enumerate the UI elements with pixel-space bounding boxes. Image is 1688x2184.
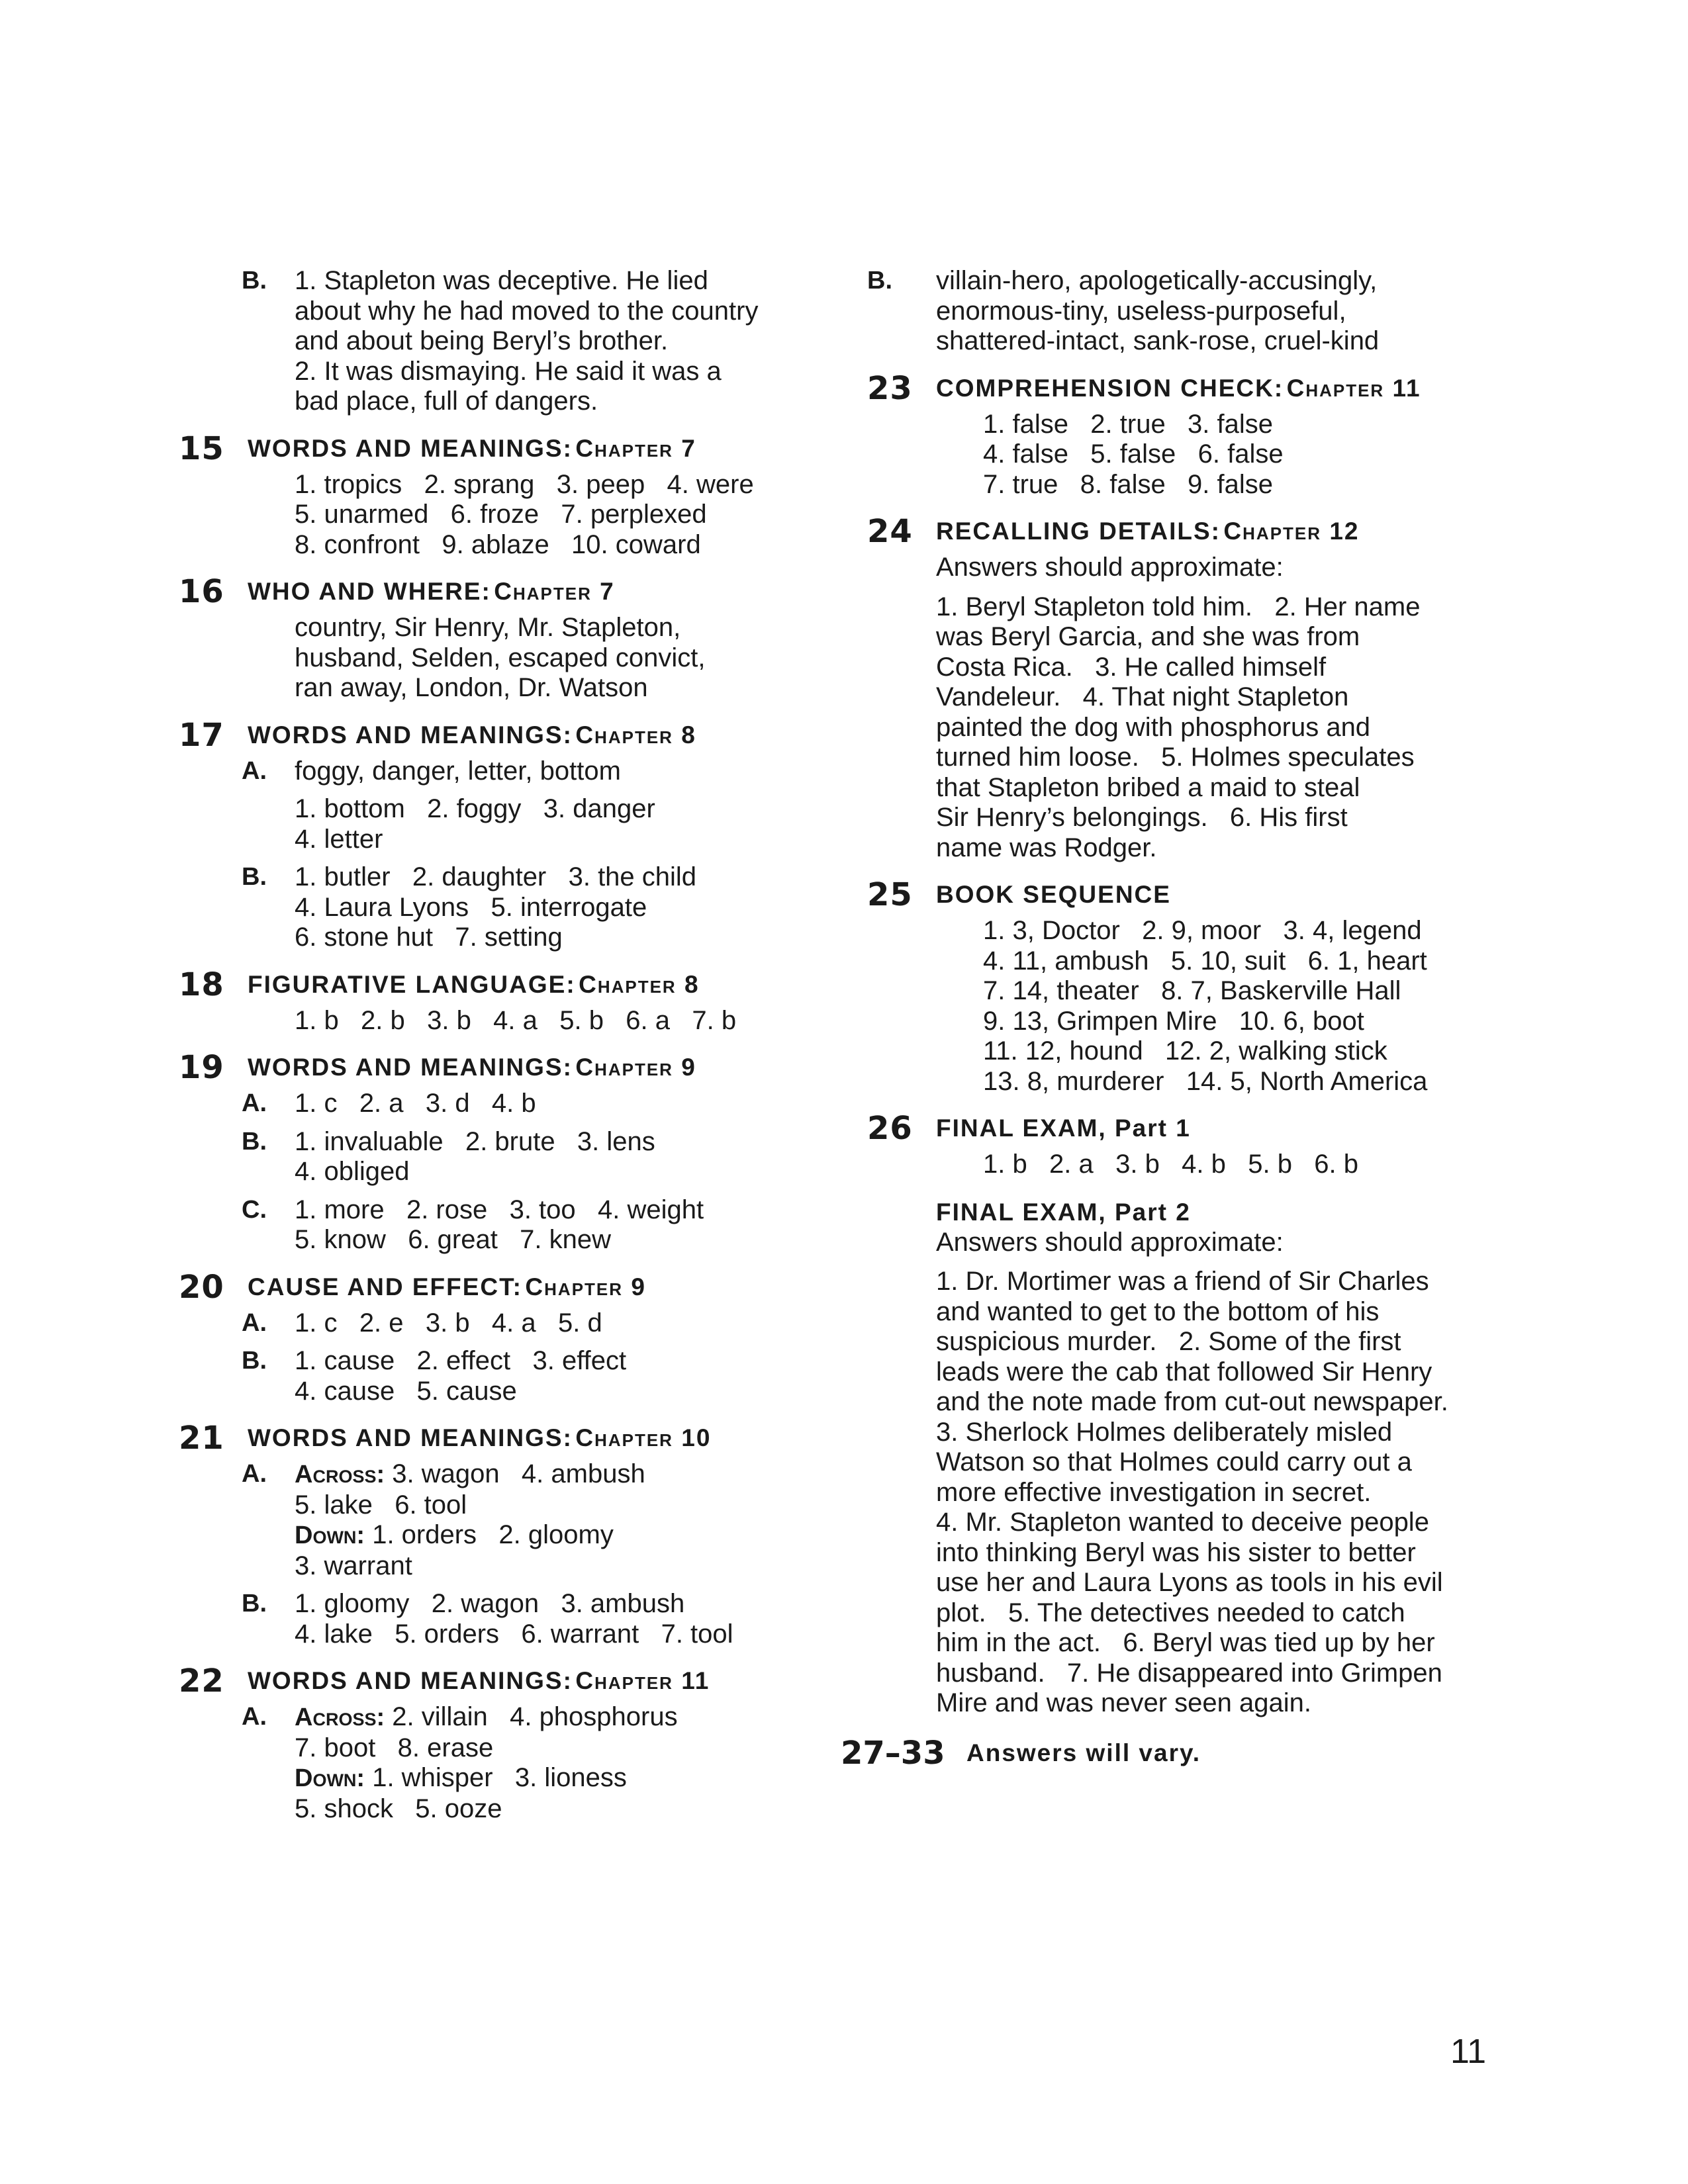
section-title: FIGURATIVE LANGUAGE: — [248, 970, 576, 998]
section-19-heading — [179, 1050, 814, 1085]
section-chapter: Chapter 8 — [575, 721, 696, 749]
answer-line: 4. lake 5. orders 6. warrant 7. tool — [295, 1619, 733, 1649]
section-number: 15 — [179, 430, 224, 467]
part-label: A. — [242, 1703, 267, 1731]
section-number: 26 — [867, 1110, 913, 1147]
section-chapter: Chapter 7 — [494, 578, 615, 605]
answer-line: Watson so that Holmes could carry out a — [936, 1447, 1412, 1477]
section-19-part-a — [179, 1089, 814, 1119]
section-20-part-b — [179, 1346, 814, 1406]
answer-line: enormous-tiny, useless-purposeful, — [936, 296, 1346, 326]
section-chapter: Chapter 11 — [575, 1667, 710, 1694]
part-label: A. — [242, 756, 267, 785]
answer-line: 11. 12, hound 12. 2, walking stick — [983, 1036, 1387, 1066]
down-answers: 1. orders 2. gloomy — [365, 1520, 614, 1549]
answer-line: 6. stone hut 7. setting — [295, 923, 563, 952]
answer-line: 4. letter — [295, 824, 383, 854]
answer-line: 5. lake 6. tool — [295, 1490, 467, 1520]
answer-line: 1. gloomy 2. wagon 3. ambush — [295, 1589, 685, 1618]
answer-line: 4. obliged — [295, 1157, 410, 1186]
answer-line: 1. butler 2. daughter 3. the child — [295, 862, 697, 891]
across-answers: 2. villain 4. phosphorus — [385, 1702, 678, 1731]
section-chapter: Chapter 10 — [575, 1424, 712, 1451]
answer-line: 1. more 2. rose 3. too 4. weight — [295, 1195, 704, 1224]
section-21-part-b — [179, 1589, 814, 1649]
section-chapter: Chapter 11 — [1286, 374, 1421, 402]
page-number: 11 — [1450, 2032, 1486, 2071]
answer-line: 8. confront 9. ablaze 10. coward — [295, 529, 701, 559]
answer-line: Mire and was never seen again. — [936, 1688, 1311, 1717]
section-25-heading — [867, 878, 1516, 912]
section-21-part-a — [179, 1459, 814, 1581]
section-number: 17 — [179, 716, 224, 754]
answer-line: 1. invaluable 2. brute 3. lens — [295, 1126, 655, 1156]
answer-line: 7. true 8. false 9. false — [983, 469, 1274, 499]
answer-line: 3. Sherlock Holmes deliberately misled — [936, 1417, 1393, 1447]
answer-line: 5. unarmed 6. froze 7. perplexed — [295, 500, 707, 529]
section-20-part-a — [179, 1308, 814, 1339]
answer-line: 7. boot 8. erase — [295, 1733, 494, 1762]
answer-line: 1. Stapleton was deceptive. He lied — [295, 266, 708, 295]
answer-line: use her and Laura Lyons as tools in his evil — [936, 1568, 1443, 1597]
part-label: B. — [242, 1347, 267, 1375]
answer-line: 1. c 2. e 3. b 4. a 5. d — [295, 1308, 602, 1338]
answer-line: Vandeleur. 4. That night Stapleton — [936, 682, 1349, 711]
answer-line: 1. false 2. true 3. false — [983, 409, 1274, 439]
part-label: B. — [242, 863, 267, 891]
answer-line: 1. c 2. a 3. d 4. b — [295, 1089, 536, 1118]
section-15-answers — [179, 470, 814, 561]
answer-line: 1. tropics 2. sprang 3. peep 4. were — [295, 469, 754, 499]
part-label: C. — [242, 1195, 267, 1224]
answer-line: into thinking Beryl was his sister to better — [936, 1537, 1416, 1567]
part-label: B. — [242, 267, 267, 295]
answer-line: 1. Beryl Stapleton told him. 2. Her name — [936, 592, 1421, 621]
answer-line: plot. 5. The detectives needed to catch — [936, 1598, 1405, 1627]
section-16-answers — [179, 613, 814, 704]
section-23-heading — [867, 371, 1516, 406]
answer-line: suspicious murder. 2. Some of the first — [936, 1327, 1401, 1356]
section-number: 23 — [867, 369, 913, 407]
section-chapter: Chapter 9 — [575, 1054, 696, 1081]
answer-line: shattered-intact, sank-rose, cruel-kind — [936, 326, 1380, 355]
section-title: WORDS AND MEANINGS: — [248, 1054, 573, 1081]
answer-line: husband, Selden, escaped convict, — [295, 643, 706, 672]
down-label: Down: — [295, 1764, 365, 1792]
answer-line: 3. warrant — [295, 1551, 412, 1580]
answer-line: that Stapleton bribed a maid to steal — [936, 772, 1360, 802]
section-24-heading — [867, 514, 1516, 549]
right-column — [841, 266, 1516, 1774]
section-15-heading — [179, 432, 814, 466]
answer-line: was Beryl Garcia, and she was from — [936, 622, 1360, 651]
answer-line: 1. b 2. a 3. b 4. b 5. b 6. b — [983, 1150, 1359, 1179]
section-number: 22 — [179, 1662, 224, 1700]
section-18-heading — [179, 968, 814, 1002]
across-answers: 3. wagon 4. ambush — [385, 1459, 645, 1488]
section-24-answers — [867, 592, 1516, 864]
answer-line: 1. b 2. b 3. b 4. a 5. b 6. a 7. b — [295, 1005, 737, 1035]
answer-line: country, Sir Henry, Mr. Stapleton, — [295, 613, 681, 642]
section-title: CAUSE AND EFFECT: — [248, 1273, 522, 1300]
part-label: B. — [242, 1590, 267, 1617]
section-number: 20 — [179, 1268, 224, 1306]
answer-line: painted the dog with phosphorus and — [936, 712, 1371, 742]
answer-line: name was Rodger. — [936, 833, 1157, 862]
section-chapter: Chapter 8 — [579, 970, 700, 998]
answer-line — [295, 1702, 814, 1733]
answer-line: about why he had moved to the country — [295, 296, 759, 326]
answer-line: 7. 14, theater 8. 7, Baskerville Hall — [983, 976, 1401, 1005]
section-title: WORDS AND MEANINGS: — [248, 721, 573, 749]
answer-line: 4. Mr. Stapleton wanted to deceive people — [936, 1508, 1429, 1537]
down-answers: 1. whisper 3. lioness — [365, 1763, 627, 1792]
intro-line: Answers should approximate: — [936, 1227, 1284, 1257]
section-20-heading — [179, 1270, 814, 1304]
answer-line: him in the act. 6. Beryl was tied up by her — [936, 1628, 1435, 1657]
answer-line: 4. false 5. false 6. false — [983, 439, 1284, 469]
section-title: BOOK SEQUENCE — [936, 881, 1171, 908]
answer-line: villain-hero, apologetically-accusingly, — [936, 266, 1378, 295]
intro-line: Answers should approximate: — [936, 553, 1284, 582]
section-number: 24 — [867, 513, 913, 550]
section-17-part-a-answers — [179, 794, 814, 854]
final-exam-part-2-heading: FINAL EXAM, Part 2 — [936, 1198, 1191, 1226]
across-label: Across: — [295, 1704, 385, 1731]
section-17-part-b — [179, 862, 814, 953]
section-19-part-b — [179, 1127, 814, 1187]
section-19-part-c — [179, 1195, 814, 1255]
section-22-part-b — [867, 266, 1516, 357]
section-number: 19 — [179, 1049, 224, 1086]
answer-line: husband. 7. He disappeared into Grimpen — [936, 1658, 1442, 1688]
section-22-heading — [179, 1664, 814, 1698]
section-title: WORDS AND MEANINGS: — [248, 434, 573, 462]
section-chapter: Chapter 9 — [525, 1273, 646, 1300]
answer-line — [295, 1459, 814, 1490]
section-17-part-a — [179, 756, 814, 787]
answer-line — [295, 1520, 814, 1551]
answer-line: 1. cause 2. effect 3. effect — [295, 1346, 627, 1375]
part-label: A. — [242, 1460, 267, 1488]
section-title: RECALLING DETAILS: — [936, 518, 1221, 545]
answer-line: 13. 8, murderer 14. 5, North America — [983, 1066, 1428, 1096]
answer-line: 1. Dr. Mortimer was a friend of Sir Charles — [936, 1267, 1429, 1296]
section-title: COMPREHENSION CHECK: — [936, 374, 1284, 402]
answer-line: 4. cause 5. cause — [295, 1376, 517, 1406]
section-14-part-b — [179, 266, 814, 417]
section-25-answers — [867, 916, 1516, 1097]
section-number: 27–33 — [841, 1734, 945, 1772]
section-26-intro — [867, 1228, 1516, 1258]
section-16-heading — [179, 574, 814, 609]
answer-line: 4. 11, ambush 5. 10, suit 6. 1, heart — [983, 946, 1427, 976]
left-column — [179, 266, 814, 1824]
section-title: WHO AND WHERE: — [248, 578, 491, 605]
answer-line: Costa Rica. 3. He called himself — [936, 652, 1327, 682]
answer-line: more effective investigation in secret. — [936, 1477, 1372, 1507]
answer-line: bad place, full of dangers. — [295, 387, 598, 416]
section-chapter: Chapter 7 — [575, 434, 696, 462]
section-number: 21 — [179, 1420, 224, 1457]
section-title: FINAL EXAM, Part 1 — [936, 1115, 1191, 1142]
section-27-33-heading — [841, 1736, 1516, 1770]
section-26-heading — [867, 1111, 1516, 1146]
answer-line: and about being Beryl’s brother. — [295, 326, 669, 355]
section-title: Answers will vary. — [966, 1739, 1201, 1766]
section-title: WORDS AND MEANINGS: — [248, 1667, 573, 1694]
answer-line: Sir Henry’s belongings. 6. His first — [936, 803, 1348, 832]
section-title: WORDS AND MEANINGS: — [248, 1424, 573, 1451]
answer-line: 9. 13, Grimpen Mire 10. 6, boot — [983, 1006, 1364, 1036]
answer-line: foggy, danger, letter, bottom — [295, 756, 621, 786]
answer-line: 2. It was dismaying. He said it was a — [295, 356, 722, 386]
answer-line: 5. shock 5. ooze — [295, 1794, 502, 1823]
section-17-heading — [179, 718, 814, 752]
section-18-answers — [179, 1006, 814, 1036]
section-number: 25 — [867, 876, 913, 913]
section-26-part-1-answers — [867, 1150, 1516, 1180]
across-label: Across: — [295, 1461, 385, 1488]
section-26-part-2-answers — [867, 1267, 1516, 1719]
answer-line: 1. 3, Doctor 2. 9, moor 3. 4, legend — [983, 916, 1422, 945]
answer-line: 5. know 6. great 7. knew — [295, 1225, 612, 1254]
section-24-intro — [867, 553, 1516, 583]
answer-line: and the note made from cut-out newspaper. — [936, 1387, 1448, 1416]
part-label: B. — [242, 1127, 267, 1156]
down-label: Down: — [295, 1522, 365, 1549]
answer-line: 1. bottom 2. foggy 3. danger — [295, 794, 655, 823]
answer-line: ran away, London, Dr. Watson — [295, 673, 648, 702]
section-22-part-a — [179, 1702, 814, 1824]
answer-line: and wanted to get to the bottom of his — [936, 1297, 1380, 1326]
answer-line: turned him loose. 5. Holmes speculates — [936, 743, 1415, 772]
answer-line: 4. Laura Lyons 5. interrogate — [295, 892, 647, 922]
section-number: 18 — [179, 966, 224, 1003]
part-label: A. — [242, 1089, 267, 1117]
section-23-answers — [867, 410, 1516, 500]
part-label: A. — [242, 1308, 267, 1337]
section-21-heading — [179, 1421, 814, 1455]
section-chapter: Chapter 12 — [1223, 518, 1360, 545]
answer-line: leads were the cab that followed Sir Henry — [936, 1357, 1432, 1387]
part-label: B. — [867, 267, 892, 295]
answer-line — [295, 1763, 814, 1794]
section-number: 16 — [179, 573, 224, 610]
